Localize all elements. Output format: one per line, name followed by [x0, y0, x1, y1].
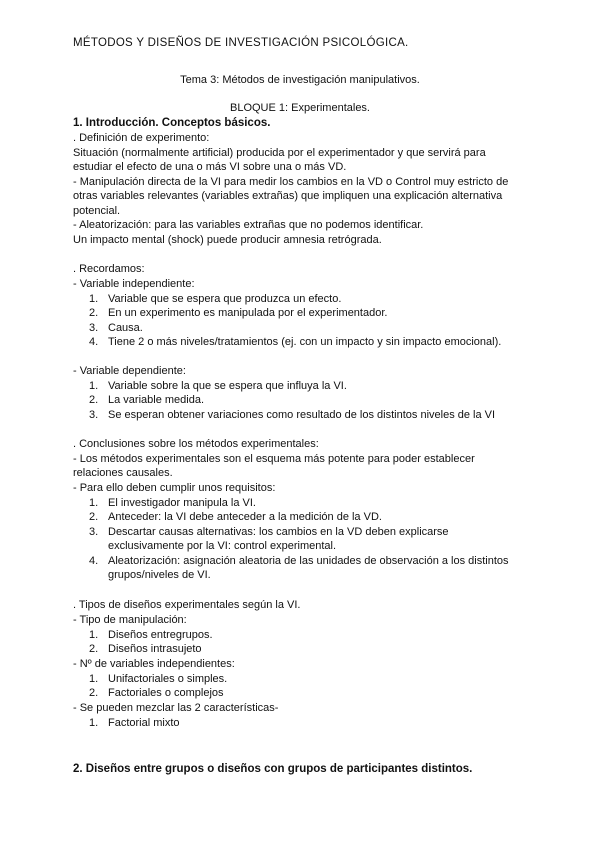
- definition-line: - Aleatorización: para las variables extrañas que no podemos identificar.: [73, 219, 424, 231]
- mix-characteristics-label: - Se pueden mezclar las 2 características-: [73, 702, 279, 714]
- list-item: 4. Aleatorización: asignación aleatoria de las unidades de observación a los distintos grupos/niveles de VI.: [89, 555, 509, 581]
- list-item: 2. La variable medida.: [89, 394, 205, 406]
- list-item: 3. Se esperan obtener variaciones como resultado de los distintos niveles de la VI: [89, 409, 496, 421]
- independent-variables-count-label: - Nº de variables independientes:: [73, 658, 235, 670]
- definition-line: estudiar el efecto de una o más VI sobre una o más VD.: [73, 161, 347, 173]
- definition-line: potencial.: [73, 205, 121, 217]
- list-item: 1. Variable sobre la que se espera que influya la VI.: [89, 380, 347, 392]
- list-item: 3. Causa.: [89, 322, 143, 334]
- block-title: BLOQUE 1: Experimentales.: [229, 102, 370, 114]
- definition-line: otras variables relevantes (variables extrañas) que impliquen una explicación alternativa: [73, 190, 503, 202]
- definition-line: Situación (normalmente artificial) producida por el experimentador y que servirá para: [73, 147, 486, 159]
- topic-subtitle: Tema 3: Métodos de investigación manipulativos.: [180, 74, 420, 86]
- conclusions-label: . Conclusiones sobre los métodos experimentales:: [73, 438, 319, 450]
- independent-variable-label: - Variable independiente:: [73, 278, 195, 290]
- dependent-variable-label: - Variable dependiente:: [73, 365, 186, 377]
- list-item: 1. Variable que se espera que produzca un efecto.: [89, 293, 342, 305]
- manipulation-type-label: - Tipo de manipulación:: [73, 614, 187, 626]
- list-item: 4. Tiene 2 o más niveles/tratamientos (ej. con un impacto y sin impacto emocional).: [89, 336, 502, 348]
- recordamos-label: . Recordamos:: [73, 263, 145, 275]
- section-1-heading: 1. Introducción. Conceptos básicos.: [73, 117, 271, 129]
- conclusions-line: - Para ello deben cumplir unos requisitos:: [73, 482, 276, 494]
- definition-label: . Definición de experimento:: [73, 132, 210, 144]
- list-item: 1. El investigador manipula la VI.: [89, 497, 256, 509]
- list-item: 2. Diseños intrasujeto: [89, 643, 202, 655]
- list-item: 3. Descartar causas alternativas: los cambios en la VD deben explicarse exclusivamente por la VI: control experimental.: [89, 526, 449, 552]
- conclusions-line: - Los métodos experimentales son el esquema más potente para poder establecer: [73, 453, 475, 465]
- list-item: 2. Anteceder: la VI debe anteceder a la medición de la VD.: [89, 511, 382, 523]
- list-item: 2. Factoriales o complejos: [89, 687, 224, 699]
- design-types-label: . Tipos de diseños experimentales según la VI.: [73, 599, 301, 611]
- list-item: 2. En un experimento es manipulada por el experimentador.: [89, 307, 388, 319]
- list-item: 1. Factorial mixto: [89, 717, 180, 729]
- definition-line: Un impacto mental (shock) puede producir amnesia retrógrada.: [73, 234, 382, 246]
- list-item: 1. Diseños entregrupos.: [89, 629, 213, 641]
- definition-line: - Manipulación directa de la VI para medir los cambios en la VD o Control muy estricto de: [73, 176, 509, 188]
- conclusions-line: relaciones causales.: [73, 467, 173, 479]
- list-item: 1. Unifactoriales o simples.: [89, 673, 228, 685]
- section-2-heading: 2. Diseños entre grupos o diseños con grupos de participantes distintos.: [73, 763, 473, 775]
- document-header: MÉTODOS Y DISEÑOS DE INVESTIGACIÓN PSICOLÓGICA.: [73, 37, 409, 49]
